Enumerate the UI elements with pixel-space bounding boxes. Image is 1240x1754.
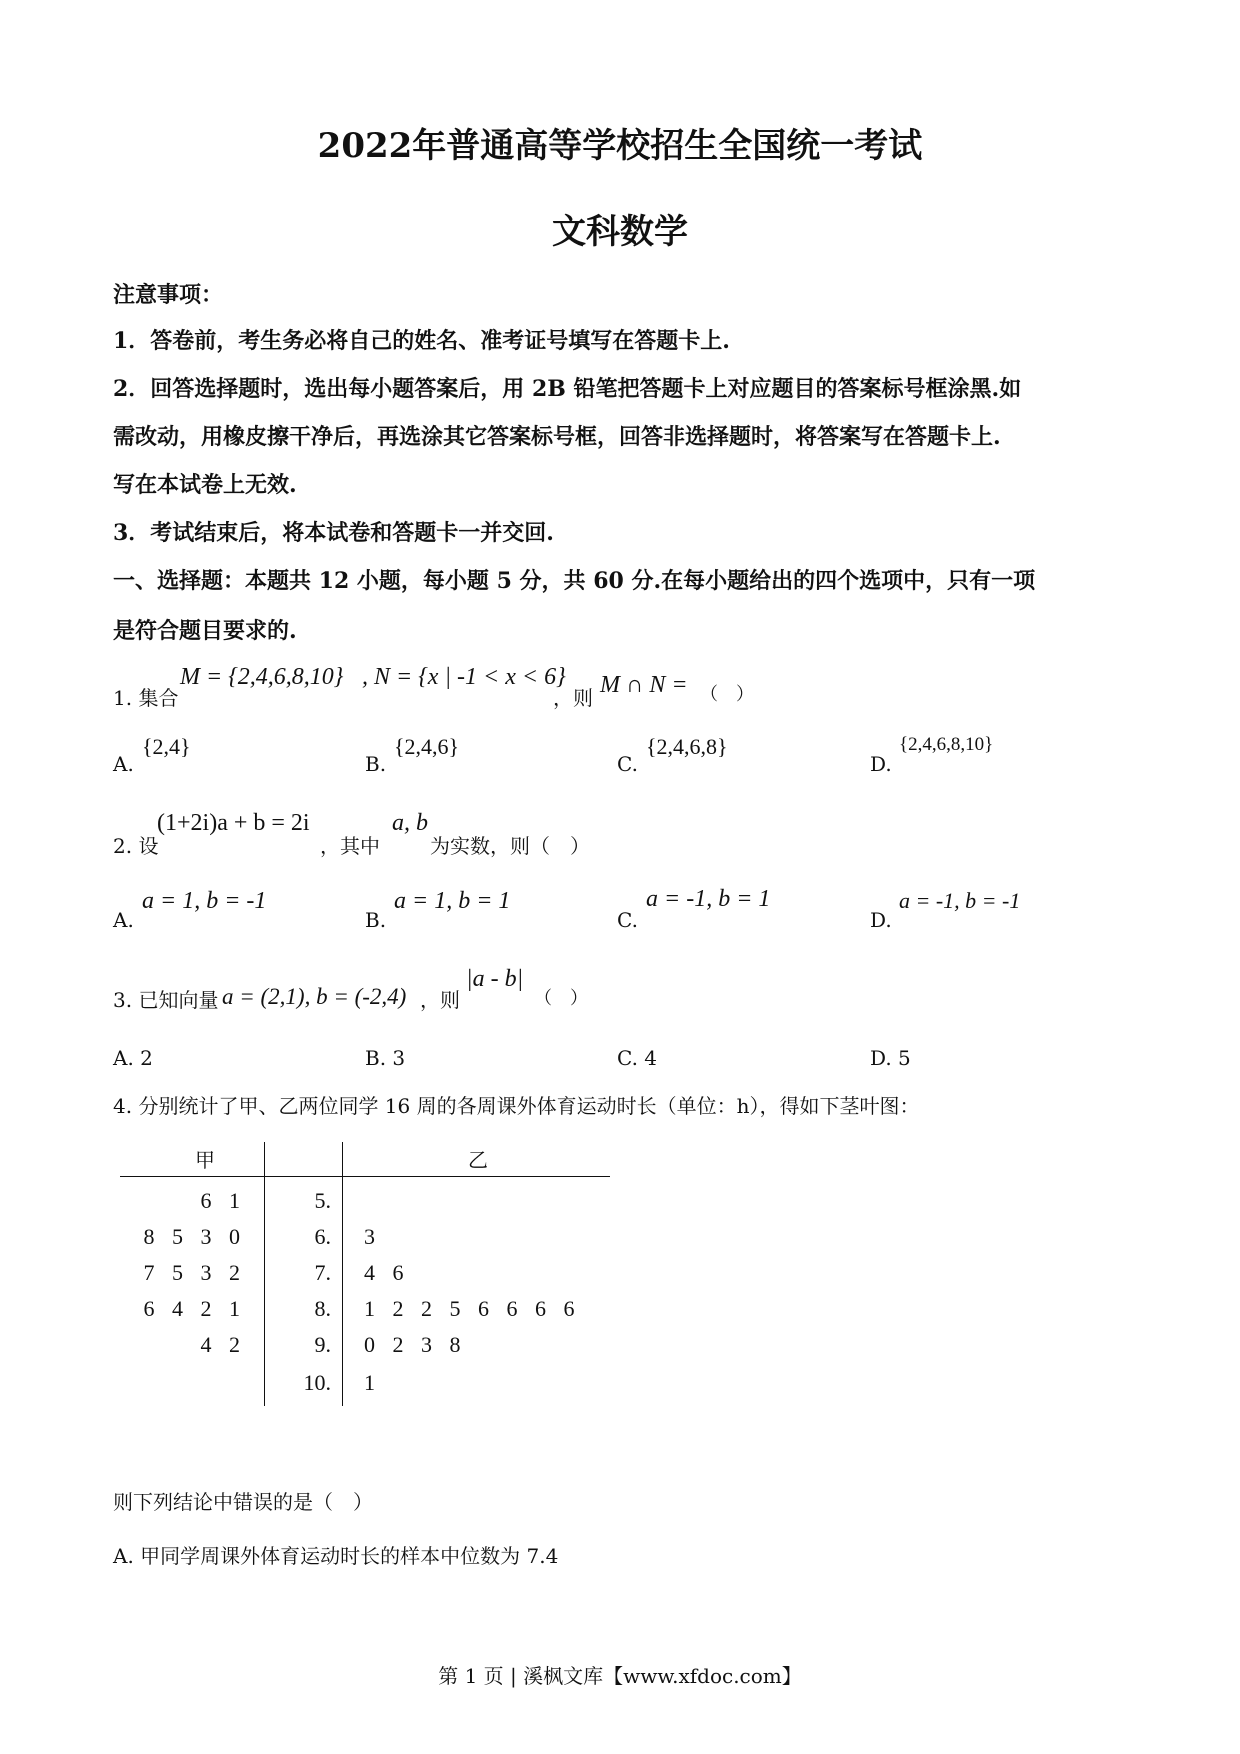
q4-question: 则下列结论中错误的是（ ）: [113, 1490, 373, 1514]
q1-option-d: {2,4,6,8,10}: [899, 734, 994, 755]
leaf-left: 6 4 2 1: [143, 1296, 240, 1321]
leaf-left: 8 5 3 0: [143, 1224, 240, 1249]
page-title: 2022年普通高等学校招生全国统一考试: [317, 126, 923, 166]
page-footer: 第 1 页 | 溪枫文库【www.xfdoc.com】: [438, 1664, 802, 1688]
header-right: 乙: [468, 1148, 488, 1172]
q1-set-m: M = {2,4,6,8,10}: [180, 664, 344, 690]
q3-option-d: D. 5: [870, 1046, 911, 1070]
notice-line: 1．答卷前，考生务必将自己的姓名、准考证号填写在答题卡上.: [113, 328, 730, 354]
q2-vars: a, b: [392, 810, 428, 836]
q2-option-a-letter: A.: [113, 908, 134, 932]
q2-suffix: 为实数，则（ ）: [430, 834, 590, 858]
q1-prefix: 1. 集合: [113, 686, 179, 710]
notice-heading: 注意事项：: [113, 282, 224, 308]
stem: 6.: [314, 1224, 331, 1249]
q1-option-b: {2,4,6}: [394, 734, 460, 759]
divider-left: [264, 1142, 265, 1406]
q3-option-a: A. 2: [113, 1046, 153, 1070]
leaf-left: 4 2: [200, 1332, 240, 1357]
stem: 10.: [303, 1370, 331, 1395]
leaf-right: 1 2 2 5 6 6 6 6: [364, 1296, 575, 1321]
leaf-left: 6 1: [200, 1188, 240, 1213]
leaf-left: 7 5 3 2: [143, 1260, 240, 1285]
q3-paren: （ ）: [534, 988, 588, 1009]
q2-equation: (1+2i)a + b = 2i: [157, 810, 310, 836]
stem: 9.: [314, 1332, 331, 1357]
q3-option-c: C. 4: [617, 1046, 658, 1070]
header-left: 甲: [195, 1148, 215, 1172]
q1-option-c: {2,4,6,8}: [646, 734, 728, 759]
section-heading: 一、选择题：本题共 12 小题，每小题 5 分，共 60 分.在每小题给出的四个选项中，只有一项: [113, 568, 1036, 594]
notice-line: 写在本试卷上无效.: [113, 472, 297, 498]
q3-option-b: B. 3: [365, 1046, 406, 1070]
leaf-right: 4 6: [364, 1260, 404, 1285]
q2-option-d-letter: D.: [870, 908, 892, 932]
q2-option-b: a = 1, b = 1: [394, 888, 511, 914]
leaf-right: 1: [364, 1370, 375, 1395]
q1-option-a: {2,4}: [142, 734, 191, 759]
header-rule: [120, 1176, 610, 1177]
leaf-right: 3: [364, 1224, 375, 1249]
q3-vectors: a = (2,1), b = (-2,4): [222, 984, 407, 1009]
stem: 8.: [314, 1296, 331, 1321]
stem-leaf-plot: [120, 1142, 620, 1422]
notice-line: 2．回答选择题时，选出每小题答案后，用 2B 铅笔把答题卡上对应题目的答案标号框涂黑.如: [113, 376, 1022, 402]
q2-mid: ，其中: [320, 834, 380, 858]
q3-mid: ，则: [420, 988, 460, 1012]
section-heading: 是符合题目要求的.: [113, 618, 297, 644]
stem: 7.: [314, 1260, 331, 1285]
q2-prefix: 2. 设: [113, 834, 159, 858]
stem: 5.: [314, 1188, 331, 1213]
q2-option-a: a = 1, b = -1: [142, 888, 267, 914]
q1-option-c-letter: C.: [617, 752, 638, 776]
q1-paren: （ ）: [700, 684, 754, 705]
q3-expr: |a - b|: [466, 966, 524, 992]
q2-option-c-letter: C.: [617, 908, 638, 932]
leaf-right: 0 2 3 8: [364, 1332, 461, 1357]
q1-option-a-letter: A.: [113, 752, 134, 776]
q4-text: 4. 分别统计了甲、乙两位同学 16 周的各周课外体育运动时长（单位：h），得如下茎叶图：: [113, 1094, 920, 1118]
q1-mid: ，则: [553, 686, 593, 710]
q2-option-c: a = -1, b = 1: [646, 886, 771, 912]
page-subtitle: 文科数学: [552, 212, 688, 252]
q1-set-n: , N = {x | -1 < x < 6}: [362, 664, 566, 690]
divider-right: [342, 1142, 343, 1406]
q1-option-d-letter: D.: [870, 752, 892, 776]
q2-option-d: a = -1, b = -1: [899, 888, 1021, 913]
q1-expr: M ∩ N =: [600, 672, 688, 698]
q3-prefix: 3. 已知向量: [113, 988, 219, 1012]
q2-option-b-letter: B.: [365, 908, 387, 932]
notice-line: 需改动，用橡皮擦干净后，再选涂其它答案标号框，回答非选择题时，将答案写在答题卡上.: [113, 424, 1001, 450]
q4-option-a: A. 甲同学周课外体育运动时长的样本中位数为 7.4: [113, 1544, 559, 1568]
notice-line: 3．考试结束后，将本试卷和答题卡一并交回.: [113, 520, 554, 546]
q1-option-b-letter: B.: [365, 752, 387, 776]
